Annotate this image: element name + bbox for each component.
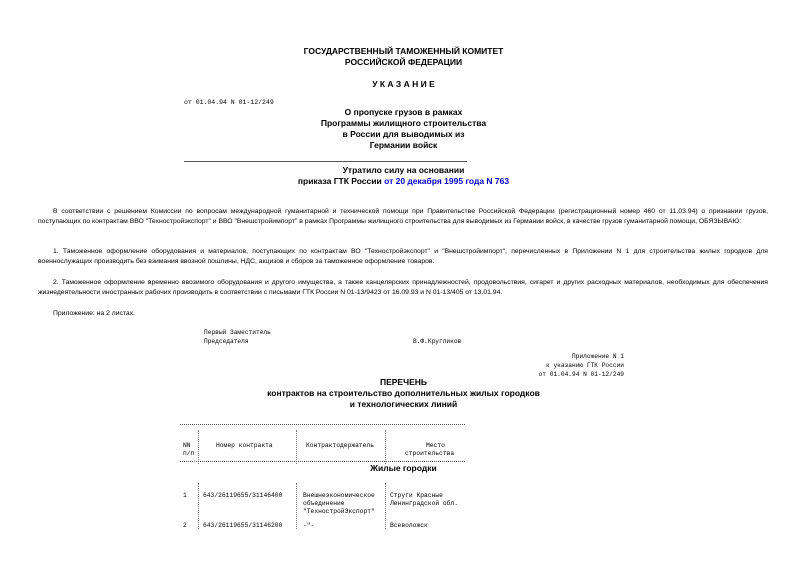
column-separator	[198, 430, 199, 464]
column-separator	[385, 483, 386, 529]
column-separator	[385, 430, 386, 464]
row-1-holder-line3: "ТехностройЭкспорт"	[303, 508, 375, 515]
header-place-line1: Место	[426, 442, 445, 449]
header-contract: Номер контракта	[216, 442, 273, 449]
agency-name-line1: ГОСУДАРСТВЕННЫЙ ТАМОЖЕННЫЙ КОМИТЕТ	[303, 46, 504, 56]
row-2-contract: 643/26119655/31146200	[203, 522, 283, 529]
signature-position-line2: Председателя	[204, 338, 249, 345]
title-line: О пропуске грузов в рамках	[344, 107, 463, 117]
title-line: в России для выводимых из	[342, 129, 465, 139]
signature-name: В.Ф.Кругликов	[413, 338, 462, 345]
column-separator	[198, 483, 199, 529]
paragraph-item-1: 1. Таможенное оформление оборудования и материалов, поступающих по контрактам ВО "Техностройэкспорт" и "Внешстройимпорт", перечисленных в Приложении N 1 для строительства жилых городков для военнослужащих производить без взимания ввозной пошлины, НДС, акцизов и сборов за таможенное оформление товаров.	[38, 248, 768, 265]
table-section-title: Жилые городки	[370, 463, 437, 473]
appendix-ref-line2: к указанию ГТК России	[546, 362, 624, 369]
row-2-place-line1: Всеволожск	[390, 522, 428, 529]
header-place-line2: строительства	[405, 450, 455, 457]
document-date-number: от 01.04.94 N 01-12/249	[184, 99, 274, 106]
row-1-holder-line1: Внешнеэкономическое	[303, 492, 375, 499]
row-2-num: 2	[183, 522, 187, 529]
row-1-holder-line2: объединение	[303, 500, 345, 507]
agency-name-line2: РОССИЙСКОЙ ФЕДЕРАЦИИ	[344, 57, 463, 67]
row-1-place-line1: Струги Красные	[390, 492, 443, 499]
header-holder: Контрактодержатель	[306, 442, 375, 449]
column-separator	[296, 430, 297, 464]
appendix-ref-line1: Приложение N 1	[572, 353, 624, 360]
row-2-holder-line1: -"-	[303, 522, 315, 529]
row-1-num: 1	[183, 492, 187, 499]
row-1-place-line2: Ленинградской обл.	[390, 500, 459, 507]
paragraph-item-2: 2. Таможенное оформление временно ввозимого оборудования и другого имущества, а также канцелярских принадлежностей, продовольствия, сигарет и других расходных материалов, необходимых для обеспечения жизнедеятельности иностранных рабочих производить в соответствии с письмами ГТК России N 01-13/9423 от 16.09.93 и N 01-13/405 от 13.01.94.	[38, 279, 768, 296]
status-line1: Утратило силу на основании	[342, 165, 465, 175]
appendix-subtitle-line1: контрактов на строительство дополнительных жилых городков	[267, 388, 540, 398]
title-line: Германии войск	[369, 140, 438, 150]
row-1-contract: 643/26119655/31146400	[203, 492, 283, 499]
header-bottom-rule	[180, 461, 465, 462]
document-type: У К А З А Н И Е	[372, 79, 435, 89]
header-num-line1: NN	[183, 442, 191, 449]
attachment-note: Приложение: на 2 листах.	[53, 310, 135, 317]
column-separator	[296, 483, 297, 529]
title-line: Программы жилищного строительства	[320, 118, 487, 128]
appendix-ref-line3: от 01.04.94 N 01-12/249	[538, 371, 624, 378]
signature-position-line1: Первый Заместитель	[204, 329, 271, 336]
table-top-rule	[180, 424, 465, 425]
header-num-line2: п/п	[183, 450, 195, 457]
paragraph-preamble: В соответствии с решением Комиссии по вопросам международной гуманитарной и технической помощи при Правительстве Российской Федерации (регистрационный номер 460 от 11.03.94) о признании грузов, поступающих по контрактам ВВО "Техностройэкспорт" и ВВО "Внешстройимпорт" в рамках Программы жилищного строительства для выводимых из Германии войск, в качестве грузов гуманитарной помощи, ОБЯЗЫВАЮ:	[38, 208, 768, 225]
status-order-text: приказа ГТК России	[297, 176, 385, 186]
appendix-title: ПЕРЕЧЕНЬ	[379, 377, 427, 387]
status-order-link[interactable]: от 20 декабря 1995 года N 763	[384, 176, 510, 186]
appendix-subtitle-line2: и технологических линий	[349, 399, 458, 409]
